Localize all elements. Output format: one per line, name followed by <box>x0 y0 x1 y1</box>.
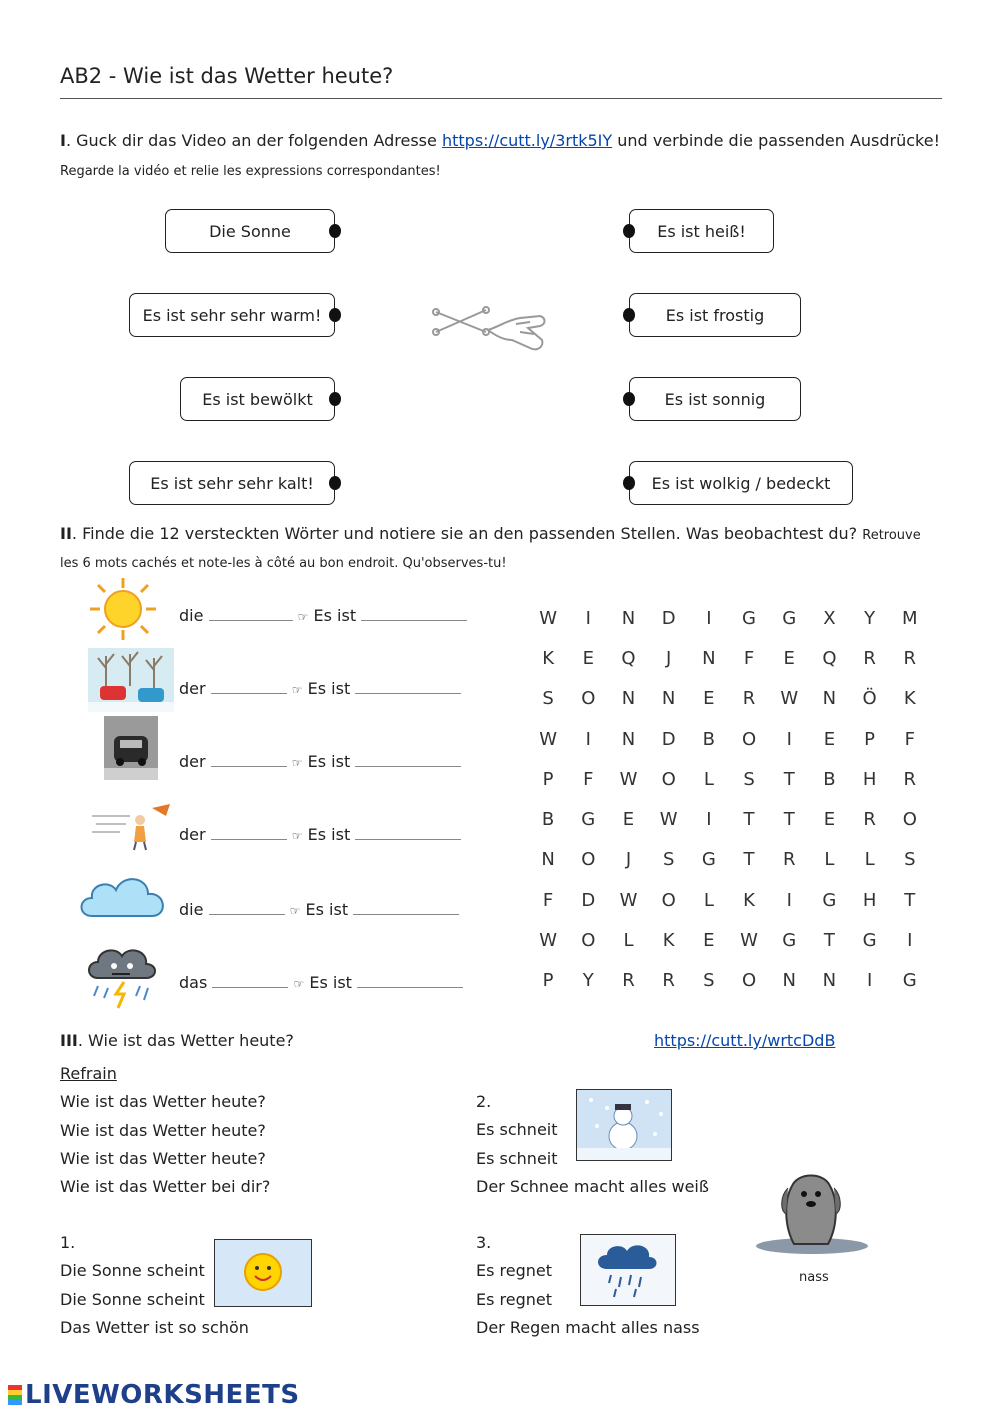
grid-letter[interactable]: G <box>701 849 716 871</box>
grid-letter[interactable]: G <box>822 889 837 911</box>
grid-row <box>528 880 930 920</box>
match-right-4[interactable]: Es ist wolkig / bedeckt <box>629 461 853 505</box>
word-row-6 <box>179 973 463 992</box>
noun-blank-6[interactable] <box>212 973 288 988</box>
grid-letter[interactable]: I <box>786 889 792 911</box>
word-row-2 <box>179 679 461 698</box>
smiling-sun-picture-icon <box>214 1239 312 1307</box>
grid-letter[interactable]: F <box>743 647 755 669</box>
liveworksheets-logo <box>8 1380 300 1410</box>
grid-letter[interactable]: T <box>904 889 916 911</box>
section1-number: I <box>60 131 66 150</box>
logo-text: LIVEWORKSHEETS <box>25 1380 300 1410</box>
verse-line: Die Sonne scheint <box>60 1289 205 1309</box>
grid-row <box>528 840 930 880</box>
grid-letter[interactable]: T <box>743 809 755 831</box>
grid-letter[interactable]: L <box>824 849 835 871</box>
grid-letter[interactable]: N <box>621 728 636 750</box>
verse-number: 1. <box>60 1233 76 1252</box>
verse-line: Es schneit <box>476 1148 558 1168</box>
grid-letter[interactable]: G <box>862 930 877 952</box>
grid-letter[interactable]: B <box>823 768 836 790</box>
grid-letter[interactable]: W <box>740 930 758 952</box>
cloud-icon <box>76 868 172 926</box>
grid-letter[interactable]: R <box>782 849 796 871</box>
hand-pointer-icon: ☞ <box>291 829 303 843</box>
grid-row <box>528 799 930 839</box>
grid-letter[interactable]: E <box>823 728 836 750</box>
snowman-picture-icon <box>576 1089 672 1161</box>
section3-heading <box>60 1026 294 1055</box>
grid-row <box>528 920 930 960</box>
noun-blank-2[interactable] <box>211 679 287 694</box>
wind-scene-icon <box>90 800 172 852</box>
article-1: die <box>179 606 204 625</box>
grid-row <box>528 638 930 678</box>
grid-letter[interactable]: N <box>822 688 837 710</box>
refrain-block <box>60 1060 270 1201</box>
refrain-line: Wie ist das Wetter bei dir? <box>60 1177 271 1197</box>
refrain-line: Wie ist das Wetter heute? <box>60 1148 266 1168</box>
adjective-blank-2[interactable] <box>355 679 461 694</box>
grid-letter[interactable]: R <box>622 970 635 992</box>
verse-line: Es schneit <box>476 1120 558 1140</box>
grid-row <box>528 759 930 799</box>
grid-row <box>528 598 930 638</box>
grid-letter[interactable]: G <box>782 930 797 952</box>
noun-blank-5[interactable] <box>209 900 285 915</box>
grid-letter[interactable]: J <box>666 647 672 669</box>
grid-letter[interactable]: E <box>703 688 715 710</box>
noun-blank-1[interactable] <box>209 606 293 621</box>
grid-letter[interactable]: O <box>581 930 596 952</box>
es-ist-1: Es ist <box>313 606 357 625</box>
grid-letter[interactable]: W <box>539 607 557 629</box>
article-6: das <box>179 973 208 992</box>
grid-letter[interactable]: I <box>907 930 913 952</box>
article-3: der <box>179 752 206 771</box>
grid-letter[interactable]: P <box>864 728 876 750</box>
grid-letter[interactable]: O <box>581 688 596 710</box>
refrain-line: Wie ist das Wetter heute? <box>60 1120 266 1140</box>
grid-letter[interactable]: N <box>541 849 555 871</box>
grid-letter[interactable]: I <box>786 728 792 750</box>
logo-icon <box>8 1385 22 1405</box>
grid-letter[interactable]: N <box>621 607 636 629</box>
grid-letter[interactable]: K <box>542 647 554 669</box>
verse-line: Die Sonne scheint <box>60 1261 205 1281</box>
word-row-3 <box>179 752 461 771</box>
section2-text: . Finde die 12 versteckten Wörter und notiere sie an den passenden Stellen. Was beobachtest du? <box>71 524 863 543</box>
hand-pointer-icon: ☞ <box>297 610 309 624</box>
es-ist-6: Es ist <box>309 973 352 992</box>
verse-number: 3. <box>476 1233 492 1252</box>
verse-number: 2. <box>476 1092 492 1111</box>
grid-letter[interactable]: X <box>823 607 836 629</box>
es-ist-4: Es ist <box>307 825 351 844</box>
sun-icon <box>86 576 160 642</box>
adjective-blank-5[interactable] <box>353 900 459 915</box>
grid-letter[interactable]: I <box>706 809 712 831</box>
grid-letter[interactable]: I <box>866 970 873 992</box>
adjective-blank-1[interactable] <box>361 606 467 621</box>
grid-letter[interactable]: N <box>621 688 636 710</box>
grid-letter[interactable]: I <box>585 728 591 750</box>
word-row-1 <box>179 606 467 625</box>
section2-instructions <box>60 521 940 577</box>
word-row-5 <box>179 900 459 919</box>
adjective-blank-4[interactable] <box>355 825 461 840</box>
grid-letter[interactable]: W <box>659 809 678 831</box>
grid-letter[interactable]: S <box>542 688 554 710</box>
grid-letter[interactable]: O <box>581 849 596 871</box>
section2-number: II <box>60 524 72 543</box>
section3-number: III <box>60 1031 78 1050</box>
word-search-grid <box>528 598 930 1001</box>
grid-letter[interactable]: E <box>783 647 795 669</box>
grid-letter[interactable]: R <box>903 768 917 790</box>
fog-scene-icon <box>104 716 158 780</box>
grid-letter[interactable]: S <box>662 849 675 871</box>
grid-letter[interactable]: S <box>703 970 715 992</box>
es-ist-3: Es ist <box>307 752 351 771</box>
grid-letter[interactable]: D <box>661 607 676 629</box>
thunderstorm-icon <box>84 944 160 1010</box>
grid-letter[interactable]: W <box>780 688 799 710</box>
verse-line: Der Schnee macht alles weiß <box>476 1176 709 1196</box>
grid-letter[interactable]: Q <box>822 647 837 669</box>
grid-letter[interactable]: O <box>741 728 757 750</box>
grid-letter[interactable]: Q <box>621 647 636 669</box>
verse-line: Es regnet <box>476 1261 553 1281</box>
grid-letter[interactable]: T <box>783 809 795 831</box>
article-5: die <box>179 900 204 919</box>
verse-line: Es regnet <box>476 1289 553 1309</box>
video-link-2[interactable]: https://cutt.ly/wrtcDdB <box>654 1031 836 1050</box>
es-ist-5: Es ist <box>305 900 349 919</box>
grid-letter[interactable]: T <box>743 849 755 871</box>
refrain-label: Refrain <box>60 1064 117 1083</box>
grid-letter[interactable]: S <box>904 849 916 871</box>
article-4: der <box>179 825 206 844</box>
grid-letter[interactable]: F <box>542 889 554 911</box>
page-title: AB2 - Wie ist das Wetter heute? <box>60 64 394 88</box>
grid-letter[interactable]: H <box>862 889 877 911</box>
grid-letter[interactable]: R <box>662 970 675 992</box>
grid-letter[interactable]: Y <box>582 970 594 992</box>
grid-letter[interactable]: G <box>782 607 797 629</box>
grid-letter[interactable]: O <box>661 889 676 911</box>
grid-letter[interactable]: N <box>661 688 676 710</box>
grid-letter[interactable]: H <box>862 768 877 790</box>
grid-letter[interactable]: D <box>581 889 596 911</box>
adjective-blank-6[interactable] <box>357 973 463 988</box>
noun-blank-3[interactable] <box>211 752 287 767</box>
grid-letter[interactable]: L <box>703 768 714 790</box>
word-row-4 <box>179 825 461 844</box>
grid-letter[interactable]: G <box>742 607 756 629</box>
grid-letter[interactable]: L <box>864 849 875 871</box>
grid-letter[interactable]: I <box>706 607 712 629</box>
grid-letter[interactable]: P <box>542 768 554 790</box>
grid-letter[interactable]: K <box>662 930 675 952</box>
nass-caption: nass <box>799 1270 829 1285</box>
title-divider <box>60 98 942 99</box>
wet-dog-icon <box>754 1166 870 1256</box>
grid-letter[interactable]: W <box>619 768 638 790</box>
grid-letter[interactable]: S <box>743 768 755 790</box>
grid-letter[interactable]: W <box>619 889 638 911</box>
grid-letter[interactable]: R <box>863 809 876 831</box>
grid-letter[interactable]: T <box>823 930 835 952</box>
section3-text: . Wie ist das Wetter heute? <box>77 1031 294 1050</box>
grid-row <box>528 679 930 719</box>
grid-letter[interactable]: F <box>583 768 594 790</box>
grid-letter[interactable]: E <box>703 930 715 952</box>
grid-letter[interactable]: P <box>542 970 554 992</box>
match-left-1[interactable]: Die Sonne <box>165 209 335 253</box>
grid-letter[interactable]: E <box>622 809 635 831</box>
grid-letter[interactable]: G <box>902 970 917 992</box>
match-left-4[interactable]: Es ist sehr sehr kalt! <box>129 461 335 505</box>
grid-letter[interactable]: B <box>702 728 716 750</box>
grid-letter[interactable]: N <box>702 647 716 669</box>
connect-hand-icon <box>430 300 552 360</box>
verse-line: Das Wetter ist so schön <box>60 1317 249 1337</box>
grid-letter[interactable]: G <box>581 809 596 831</box>
video-link-1[interactable]: https://cutt.ly/3rtk5IY <box>441 131 613 150</box>
grid-letter[interactable]: O <box>902 809 917 831</box>
grid-letter[interactable]: B <box>541 809 555 831</box>
grid-letter[interactable]: M <box>902 607 918 629</box>
noun-blank-4[interactable] <box>211 825 287 840</box>
verse-line: Der Regen macht alles nass <box>476 1317 700 1337</box>
grid-row <box>528 719 930 759</box>
hand-pointer-icon: ☞ <box>291 756 303 770</box>
grid-letter[interactable]: Y <box>864 607 876 629</box>
match-right-2[interactable]: Es ist frostig <box>629 293 801 337</box>
grid-letter[interactable]: F <box>904 728 915 750</box>
hand-pointer-icon: ☞ <box>289 904 301 918</box>
match-left-2[interactable]: Es ist sehr sehr warm! <box>129 293 335 337</box>
grid-letter[interactable]: N <box>782 970 796 992</box>
grid-row <box>528 961 930 1001</box>
grid-letter[interactable]: T <box>783 768 795 790</box>
refrain-line: Wie ist das Wetter heute? <box>60 1092 266 1112</box>
grid-letter[interactable]: E <box>823 809 836 831</box>
grid-letter[interactable]: K <box>743 889 755 911</box>
grid-letter[interactable]: N <box>822 970 837 992</box>
section1-text-b: und verbinde die passenden Ausdrücke! <box>612 131 941 150</box>
grid-letter[interactable]: K <box>903 688 916 710</box>
section1-text-a: . Guck dir das Video an der folgenden Adresse <box>65 131 442 150</box>
es-ist-2: Es ist <box>307 679 351 698</box>
grid-letter[interactable]: W <box>539 728 557 750</box>
grid-letter[interactable]: L <box>623 930 634 952</box>
frost-scene-icon <box>88 648 174 712</box>
grid-letter[interactable]: J <box>625 849 632 871</box>
match-right-1[interactable]: Es ist heiß! <box>629 209 774 253</box>
section1-french: Regarde la vidéo et relie les expressions correspondantes! <box>60 164 441 179</box>
match-left-3[interactable]: Es ist bewölkt <box>180 377 335 421</box>
grid-letter[interactable]: L <box>703 889 714 911</box>
rain-cloud-picture-icon <box>580 1234 676 1306</box>
adjective-blank-3[interactable] <box>355 752 461 767</box>
grid-letter[interactable]: O <box>661 768 676 790</box>
grid-letter[interactable]: W <box>539 930 557 952</box>
grid-letter[interactable]: R <box>863 647 876 669</box>
hand-pointer-icon: ☞ <box>291 683 303 697</box>
match-right-3[interactable]: Es ist sonnig <box>629 377 801 421</box>
hand-pointer-icon: ☞ <box>293 977 305 991</box>
grid-letter[interactable]: E <box>582 647 594 669</box>
grid-letter[interactable]: D <box>661 728 676 750</box>
grid-letter[interactable]: O <box>741 970 757 992</box>
article-2: der <box>179 679 206 698</box>
grid-letter[interactable]: Ö <box>862 688 877 710</box>
section2-french: Retrouve les 6 mots cachés et note-les à côté au bon endroit. Qu'observes-tu! <box>60 528 921 571</box>
section1-instructions <box>60 126 940 186</box>
grid-letter[interactable]: I <box>585 607 591 629</box>
grid-letter[interactable]: R <box>903 647 917 669</box>
grid-letter[interactable]: R <box>742 688 756 710</box>
